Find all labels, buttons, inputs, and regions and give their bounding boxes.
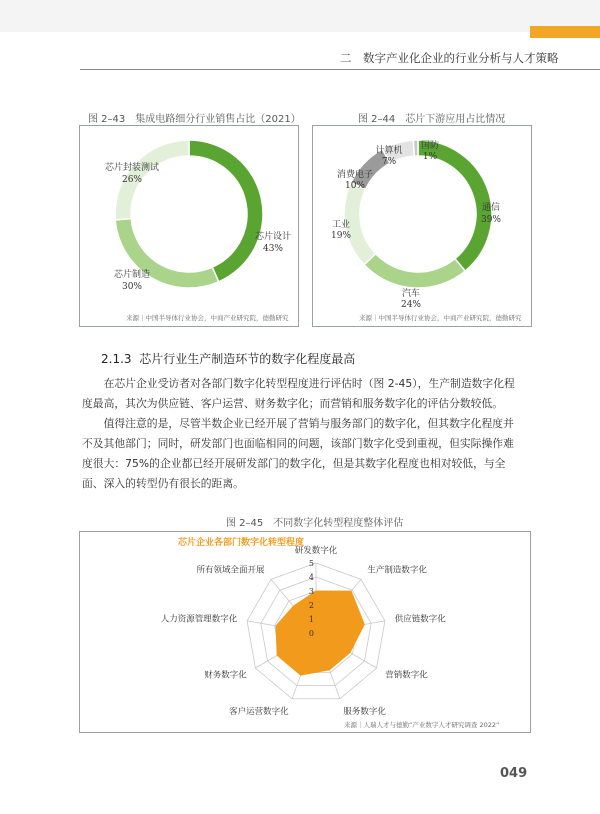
fig45-scale-label-5: 5 <box>308 559 314 568</box>
fig45-source: 来源｜人瑞人才与德勤“产业数字人才研究调查 2022” <box>344 721 500 729</box>
fig44-label-pct-4: 7% <box>381 157 397 167</box>
fig44-label-pct-0: 39% <box>480 215 502 225</box>
header-rule <box>80 69 600 70</box>
section-title: 芯片行业生产制造环节的数字化程度最高 <box>139 352 356 366</box>
fig43-chart-box <box>79 125 299 327</box>
fig45-axis-label-3: 营销数字化 <box>385 670 428 681</box>
header-bar <box>0 0 600 32</box>
fig44-label-pct-2: 19% <box>330 231 352 241</box>
fig44-caption: 图 2–44 芯片下游应用占比情况 <box>358 114 506 125</box>
fig44-label-pct-5: 1% <box>422 152 438 162</box>
fig45-chart-box <box>79 531 531 733</box>
section-number: 2.1.3 <box>101 352 132 366</box>
fig43-caption: 图 2–43 集成电路细分行业销售占比（2021） <box>88 114 301 125</box>
fig45-scale-label-0: 0 <box>308 629 314 638</box>
paragraph-2: 值得注意的是，尽管半数企业已经开展了营销与服务部门的数字化，但其数字化程度并不及其他部门；同时，研发部门也面临相同的问题，该部门数字化受到重视，但实际操作难度很大：75%的企业都已经开展研发部门的数字化，但是其数字化程度也相对较低，与全面、深入的转型仍有很长的距离。 <box>82 417 514 490</box>
fig45-axis-label-7: 人力资源管理数字化 <box>160 614 238 625</box>
fig45-axis-label-8: 所有领域全面开展 <box>196 565 265 576</box>
fig45-axis-label-5: 客户运营数字化 <box>229 706 289 717</box>
fig44-label-pct-3: 10% <box>344 181 366 191</box>
fig43-label-pct-0: 43% <box>262 244 284 254</box>
page-number: 049 <box>500 766 528 781</box>
fig45-chart-title: 芯片企业各部门数字化转型程度 <box>177 538 305 548</box>
fig45-axis-label-2: 供应链数字化 <box>394 614 446 625</box>
fig43-label-name-0: 芯片设计 <box>254 232 292 242</box>
fig43-source: 来源｜中国半导体行业协会，中商产业研究院，德勤研究 <box>126 314 289 322</box>
fig45-axis-label-4: 服务数字化 <box>343 706 386 717</box>
fig45-scale-label-1: 1 <box>308 615 314 624</box>
fig44-label-name-3: 消费电子 <box>336 170 374 180</box>
fig43-label-name-1: 芯片制造 <box>113 270 151 280</box>
fig43-donut-chart <box>80 126 298 326</box>
fig45-scale-label-3: 3 <box>308 587 314 596</box>
fig45-scale-label-4: 4 <box>308 573 314 582</box>
paragraph-1: 在芯片企业受访者对各部门数字化转型程度进行评估时（图 2-45），生产制造数字化程度最高，其次为供应链、客户运营、财务数字化；而营销和服务数字化的评估分数较低。 <box>82 377 515 410</box>
fig43-label-pct-2: 26% <box>121 175 143 185</box>
fig44-label-name-0: 通信 <box>481 203 501 213</box>
section-heading <box>101 350 355 367</box>
fig44-label-name-1: 汽车 <box>401 289 421 299</box>
fig44-source: 来源｜中国半导体行业协会，中商产业研究院，德勤研究 <box>359 314 522 322</box>
fig44-label-name-5: 国防 <box>420 141 440 151</box>
fig45-scale-label-2: 2 <box>308 601 314 610</box>
header-accent-bar <box>530 26 600 38</box>
fig43-label-pct-1: 30% <box>121 282 143 292</box>
running-header-title: 二 数字产业化企业的行业分析与人才策略 <box>340 51 559 65</box>
fig45-data-area <box>276 591 364 675</box>
fig43-slice-0 <box>189 140 263 282</box>
fig45-caption: 图 2–45 不同数字化转型程度整体评估 <box>226 518 404 529</box>
fig45-axis-label-6: 财务数字化 <box>204 670 247 681</box>
fig44-donut-chart <box>313 126 531 326</box>
fig44-slice-5 <box>413 140 418 156</box>
fig44-label-name-2: 工业 <box>331 220 351 230</box>
fig44-label-name-4: 计算机 <box>375 146 403 156</box>
fig45-axis-label-1: 生产制造数字化 <box>367 565 427 576</box>
fig43-label-name-2: 芯片封装测试 <box>104 163 160 173</box>
fig45-radar-chart <box>80 532 530 732</box>
fig44-label-pct-1: 24% <box>400 300 422 310</box>
body-text <box>82 374 522 494</box>
fig45-axis-label-0: 研发数字化 <box>294 546 338 556</box>
fig44-slice-1 <box>364 254 465 288</box>
fig44-chart-box <box>312 125 532 327</box>
